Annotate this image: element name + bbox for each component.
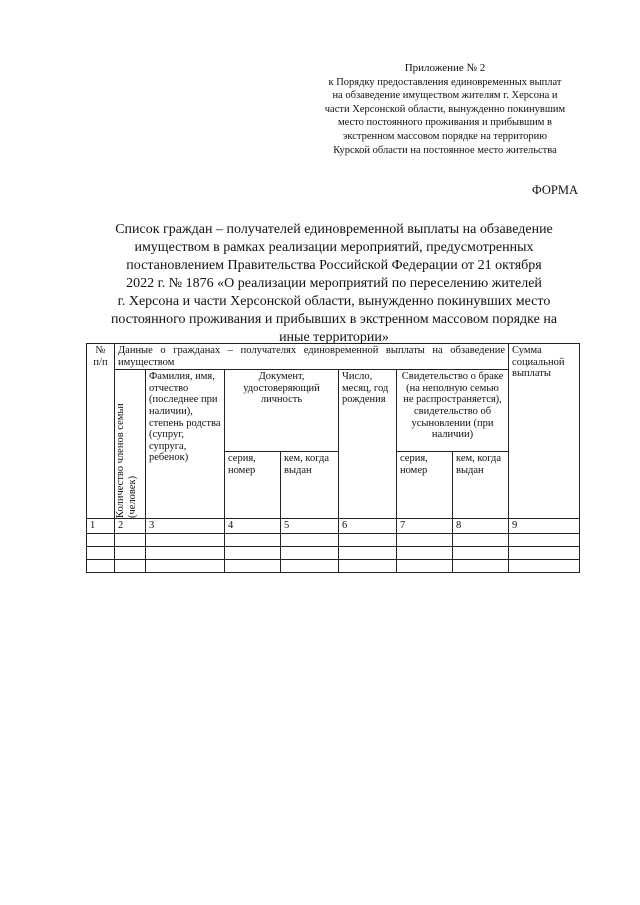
table-row	[87, 546, 580, 559]
empty-cell	[87, 559, 115, 572]
header-dob: Число, месяц, год рождения	[339, 370, 397, 519]
title-line: имуществом в рамках реализации мероприятий, предусмотренных	[134, 240, 534, 255]
col-number: 7	[397, 519, 453, 534]
header-doc: Документ, удостоверяющий личность	[225, 370, 339, 452]
header-row-1	[87, 344, 580, 370]
empty-cell	[339, 559, 397, 572]
document-title	[86, 221, 582, 347]
empty-cell	[146, 533, 225, 546]
empty-cell	[115, 559, 146, 572]
empty-cell	[115, 546, 146, 559]
header-family-count-cell	[115, 370, 146, 519]
appendix-line: части Херсонской области, вынужденно покинувшим	[324, 103, 566, 115]
empty-cell	[146, 546, 225, 559]
header-doc-series: серия, номер	[225, 452, 281, 519]
title-line: г. Херсона и части Херсонской области, вынужденно покинувших место	[117, 294, 551, 309]
empty-cell	[225, 546, 281, 559]
empty-cell	[146, 559, 225, 572]
appendix-number: Приложение № 2	[404, 62, 486, 74]
col-number: 8	[453, 519, 509, 534]
empty-cell	[509, 559, 580, 572]
empty-cell	[281, 533, 339, 546]
empty-cell	[281, 559, 339, 572]
forma-label: ФОРМА	[531, 183, 578, 197]
header-family-count: Количество членов семьи (человек)	[115, 403, 138, 519]
empty-cell	[453, 533, 509, 546]
empty-cell	[225, 533, 281, 546]
empty-cell	[397, 533, 453, 546]
header-cert: Свидетельство о браке (на неполную семью не распространяется), свидетельство об усыновлении (при наличии)	[397, 370, 509, 452]
empty-cell	[339, 533, 397, 546]
appendix-line: место постоянного проживания и прибывшим в	[337, 117, 552, 129]
col-number: 3	[146, 519, 225, 534]
title-line: иные территории»	[279, 330, 389, 345]
header-num: № п/п	[87, 344, 115, 519]
empty-cell	[339, 546, 397, 559]
col-number: 4	[225, 519, 281, 534]
empty-cell	[87, 533, 115, 546]
recipients-table	[86, 343, 580, 573]
col-number: 5	[281, 519, 339, 534]
title-line: постоянного проживания и прибывших в экстренном массовом порядке на	[110, 312, 558, 327]
appendix-line: экстренном массовом порядке на территорию	[342, 130, 548, 142]
header-fio: Фамилия, имя, отчество (последнее при наличии), степень родства (супруг, супруга, ребенок)	[146, 370, 225, 519]
col-number: 1	[87, 519, 115, 534]
appendix-line: на обзаведение имуществом жителям г. Херсона и	[332, 90, 558, 102]
column-number-row	[87, 519, 580, 534]
header-cert-series: серия, номер	[397, 452, 453, 519]
empty-cell	[453, 559, 509, 572]
header-sum: Сумма социальной выплаты	[509, 344, 580, 519]
empty-cell	[87, 546, 115, 559]
header-cert-issued: кем, когда выдан	[453, 452, 509, 519]
title-line: Список граждан – получателей единовременной выплаты на обзаведение	[115, 222, 553, 237]
empty-cell	[225, 559, 281, 572]
empty-cell	[115, 533, 146, 546]
empty-cell	[509, 533, 580, 546]
table-row	[87, 559, 580, 572]
table-row	[87, 533, 580, 546]
empty-cell	[397, 546, 453, 559]
header-doc-issued: кем, когда выдан	[281, 452, 339, 519]
appendix-block	[300, 62, 590, 157]
title-line: 2022 г. № 1876 «О реализации мероприятий по переселению жителей	[126, 276, 542, 291]
col-number: 6	[339, 519, 397, 534]
empty-cell	[453, 546, 509, 559]
col-number: 9	[509, 519, 580, 534]
header-row-2	[87, 370, 580, 452]
header-data: Данные о гражданах – получателях единовременной выплаты на обзаведение имуществом	[115, 344, 509, 370]
empty-cell	[281, 546, 339, 559]
title-line: постановлением Правительства Российской Федерации от 21 октября	[126, 258, 542, 273]
empty-cell	[397, 559, 453, 572]
appendix-line: Курской области на постоянное место жительства	[333, 144, 557, 156]
col-number: 2	[115, 519, 146, 534]
appendix-line: к Порядку предоставления единовременных выплат	[328, 76, 562, 88]
empty-cell	[509, 546, 580, 559]
